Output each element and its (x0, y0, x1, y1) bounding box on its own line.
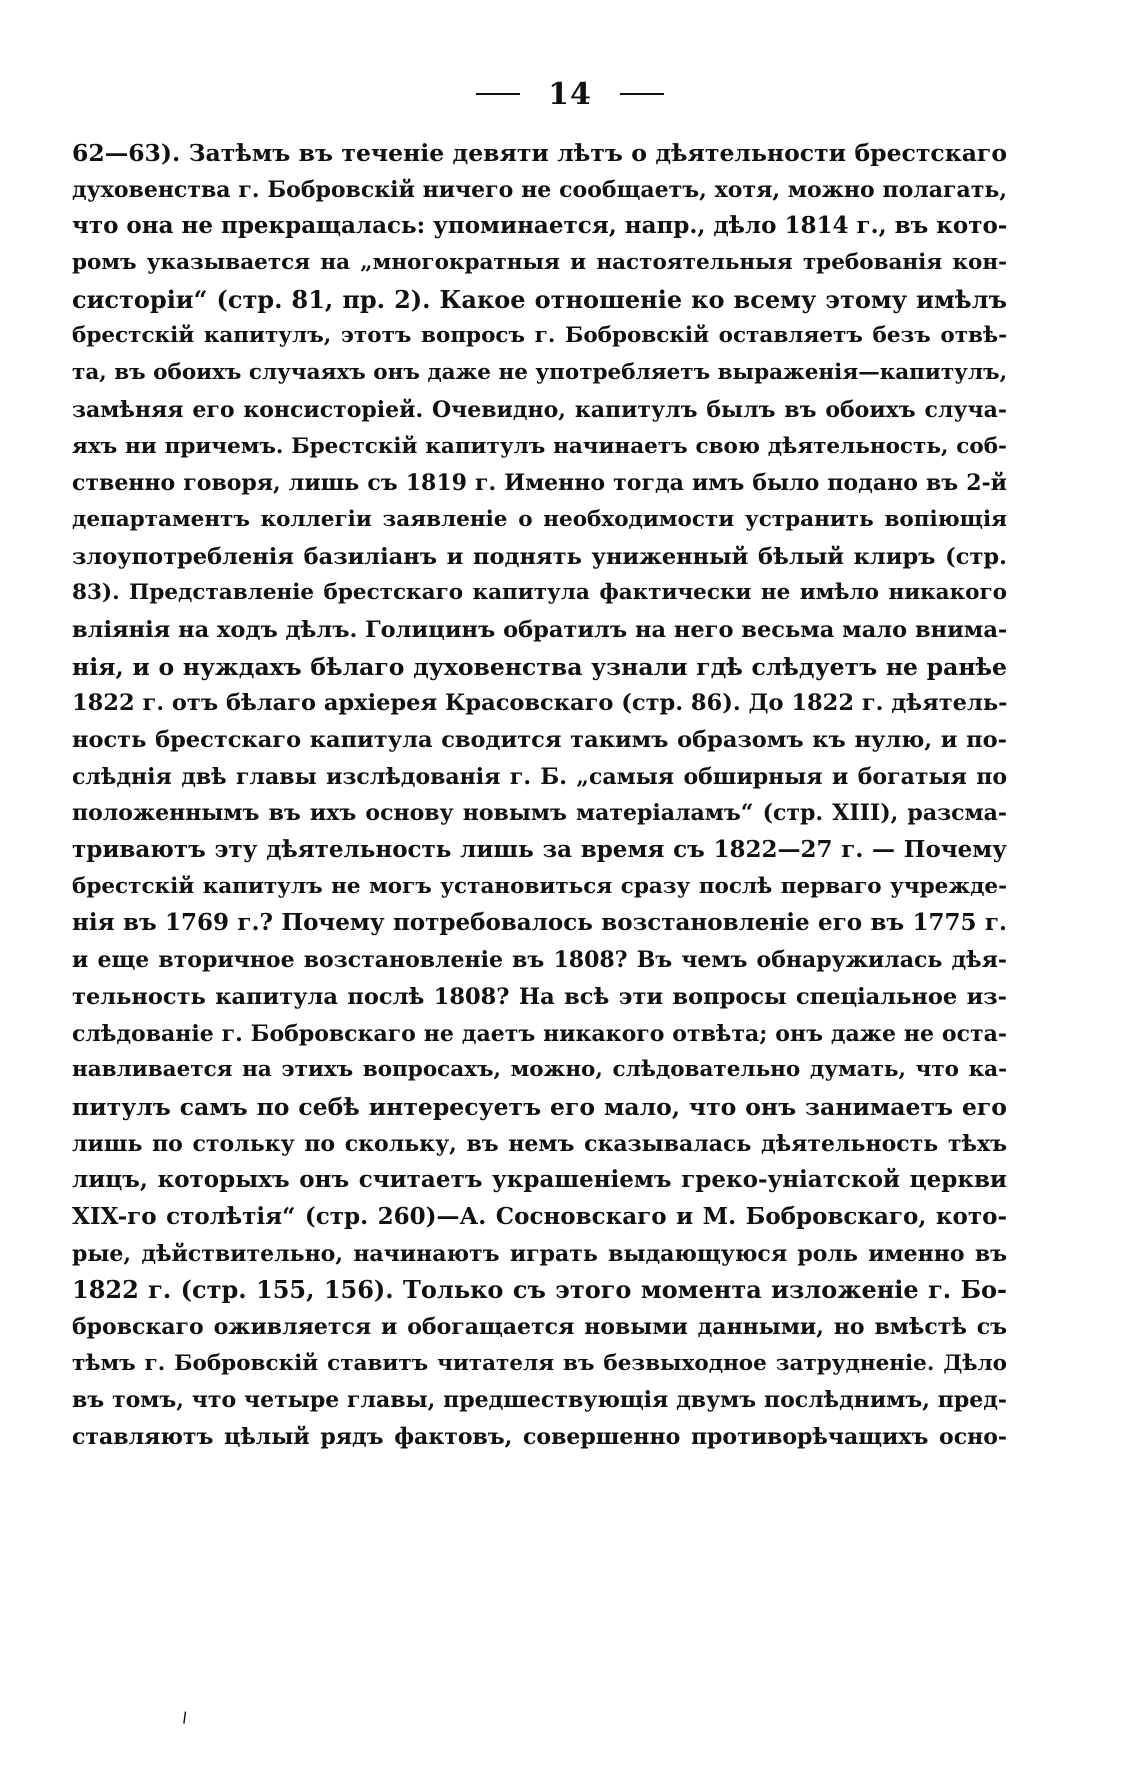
page-header (0, 72, 1140, 116)
text-line: слѣднія двѣ главы изслѣдованія г. Б. „самыя обширныя и богатыя по (72, 763, 1007, 790)
page-number: 14 (548, 76, 592, 112)
text-line: нія въ 1769 г.? Почему потребовалось возстановленіе его въ 1775 г. (72, 909, 1007, 937)
text-line: духовенства г. Бобровскій ничего не сообщаетъ, хотя, можно полагать, (72, 176, 1007, 203)
text-line: въ томъ, что четыре главы, предшествующія двумъ послѣднимъ, пред- (72, 1387, 1007, 1414)
text-line: 1822 г. отъ бѣлаго архіерея Красовскаго (стр. 86). До 1822 г. дѣятель- (72, 690, 1007, 717)
text-line: XIX-го столѣтія“ (стр. 260)—А. Сосновскаго и М. Бобровскаго, кото- (72, 1202, 1007, 1230)
text-line: тѣмъ г. Бобровскій ставитъ читателя въ безвыходное затрудненіе. Дѣло (72, 1350, 1007, 1376)
text-line: бровскаго оживляется и обогащается новыми данными, но вмѣстѣ съ (72, 1314, 1007, 1340)
text-line: систоріи“ (стр. 81, пр. 2). Какое отношеніе ко всему этому имѣлъ (72, 284, 1007, 314)
text-line: яхъ ни причемъ. Брестскій капитулъ начинаетъ свою дѣятельность, соб- (72, 433, 1007, 459)
text-line: слѣдованіе г. Бобровскаго не даетъ никакого отвѣта; онъ даже не оста- (72, 1020, 1007, 1047)
text-line: 62—63). Затѣмъ въ теченіе девяти лѣтъ о дѣятельности брестскаго (72, 139, 1007, 167)
text-line: брестскій капитулъ, этотъ вопросъ г. Бобровскій оставляетъ безъ отвѣ- (72, 323, 1007, 349)
text-line: тельность капитула послѣ 1808? На всѣ эти вопросы спеціальное из- (72, 983, 1007, 1010)
body-text (72, 135, 1007, 1456)
text-line: что она не прекращалась: упоминается, напр., дѣло 1814 г., въ кото- (72, 212, 1007, 240)
text-line: та, въ обоихъ случаяхъ онъ даже не употребляетъ выраженія—капитулъ, (72, 360, 1007, 386)
text-line: положеннымъ въ ихъ основу новымъ матеріаламъ“ (стр. XIII), разсма- (72, 800, 1007, 827)
text-line: лицъ, которыхъ онъ считаетъ украшеніемъ греко-уніатской церкви (72, 1166, 1007, 1194)
text-line: 1822 г. (стр. 155, 156). Только съ этого момента изложеніе г. Бо- (72, 1275, 1007, 1305)
text-line: 83). Представленіе брестскаго капитула фактически не имѣло никакого (72, 580, 1007, 606)
text-line: ставляютъ цѣлый рядъ фактовъ, совершенно противорѣчащихъ осно- (72, 1424, 1007, 1451)
text-line: и еще вторичное возстановленіе въ 1808? Въ чемъ обнаружилась дѣя- (72, 947, 1007, 974)
text-line: департаментъ коллегіи заявленіе о необходимости устранить вопіющія (72, 506, 1007, 532)
stray-ink-mark: \ (178, 1709, 191, 1727)
text-line: вліянія на ходъ дѣлъ. Голицинъ обратилъ на него весьма мало внима- (72, 616, 1007, 643)
text-line: лишь по стольку по скольку, въ немъ сказывалась дѣятельность тѣхъ (72, 1130, 1007, 1157)
text-line: триваютъ эту дѣятельность лишь за время съ 1822—27 г. — Почему (72, 836, 1007, 864)
text-line: навливается на этихъ вопросахъ, можно, слѣдовательно думать, что ка- (72, 1057, 1007, 1083)
text-line: злоупотребленія базиліанъ и поднять униженный бѣлый клиръ (стр. (72, 543, 1007, 570)
text-line: замѣняя его консисторіей. Очевидно, капитулъ былъ въ обоихъ случа- (72, 396, 1007, 423)
text-line: питулъ самъ по себѣ интересуетъ его мало, что онъ занимаетъ его (72, 1092, 1007, 1121)
text-line: ность брестскаго капитула сводится такимъ образомъ къ нулю, и по- (72, 727, 1007, 753)
right-dash (620, 93, 664, 95)
left-dash (476, 93, 520, 95)
text-line: ственно говоря, лишь съ 1819 г. Именно тогда имъ было подано въ 2-й (72, 470, 1007, 497)
text-line: брестскій капитулъ не могъ установиться сразу послѣ перваго учрежде- (72, 873, 1007, 899)
text-line: ромъ указывается на „многократныя и настоятельныя требованія кон- (72, 250, 1007, 276)
text-line: нія, и о нуждахъ бѣлаго духовенства узнали гдѣ слѣдуетъ не ранѣе (72, 652, 1007, 681)
text-line: рые, дѣйствительно, начинаютъ играть выдающуюся роль именно въ (72, 1240, 1007, 1267)
